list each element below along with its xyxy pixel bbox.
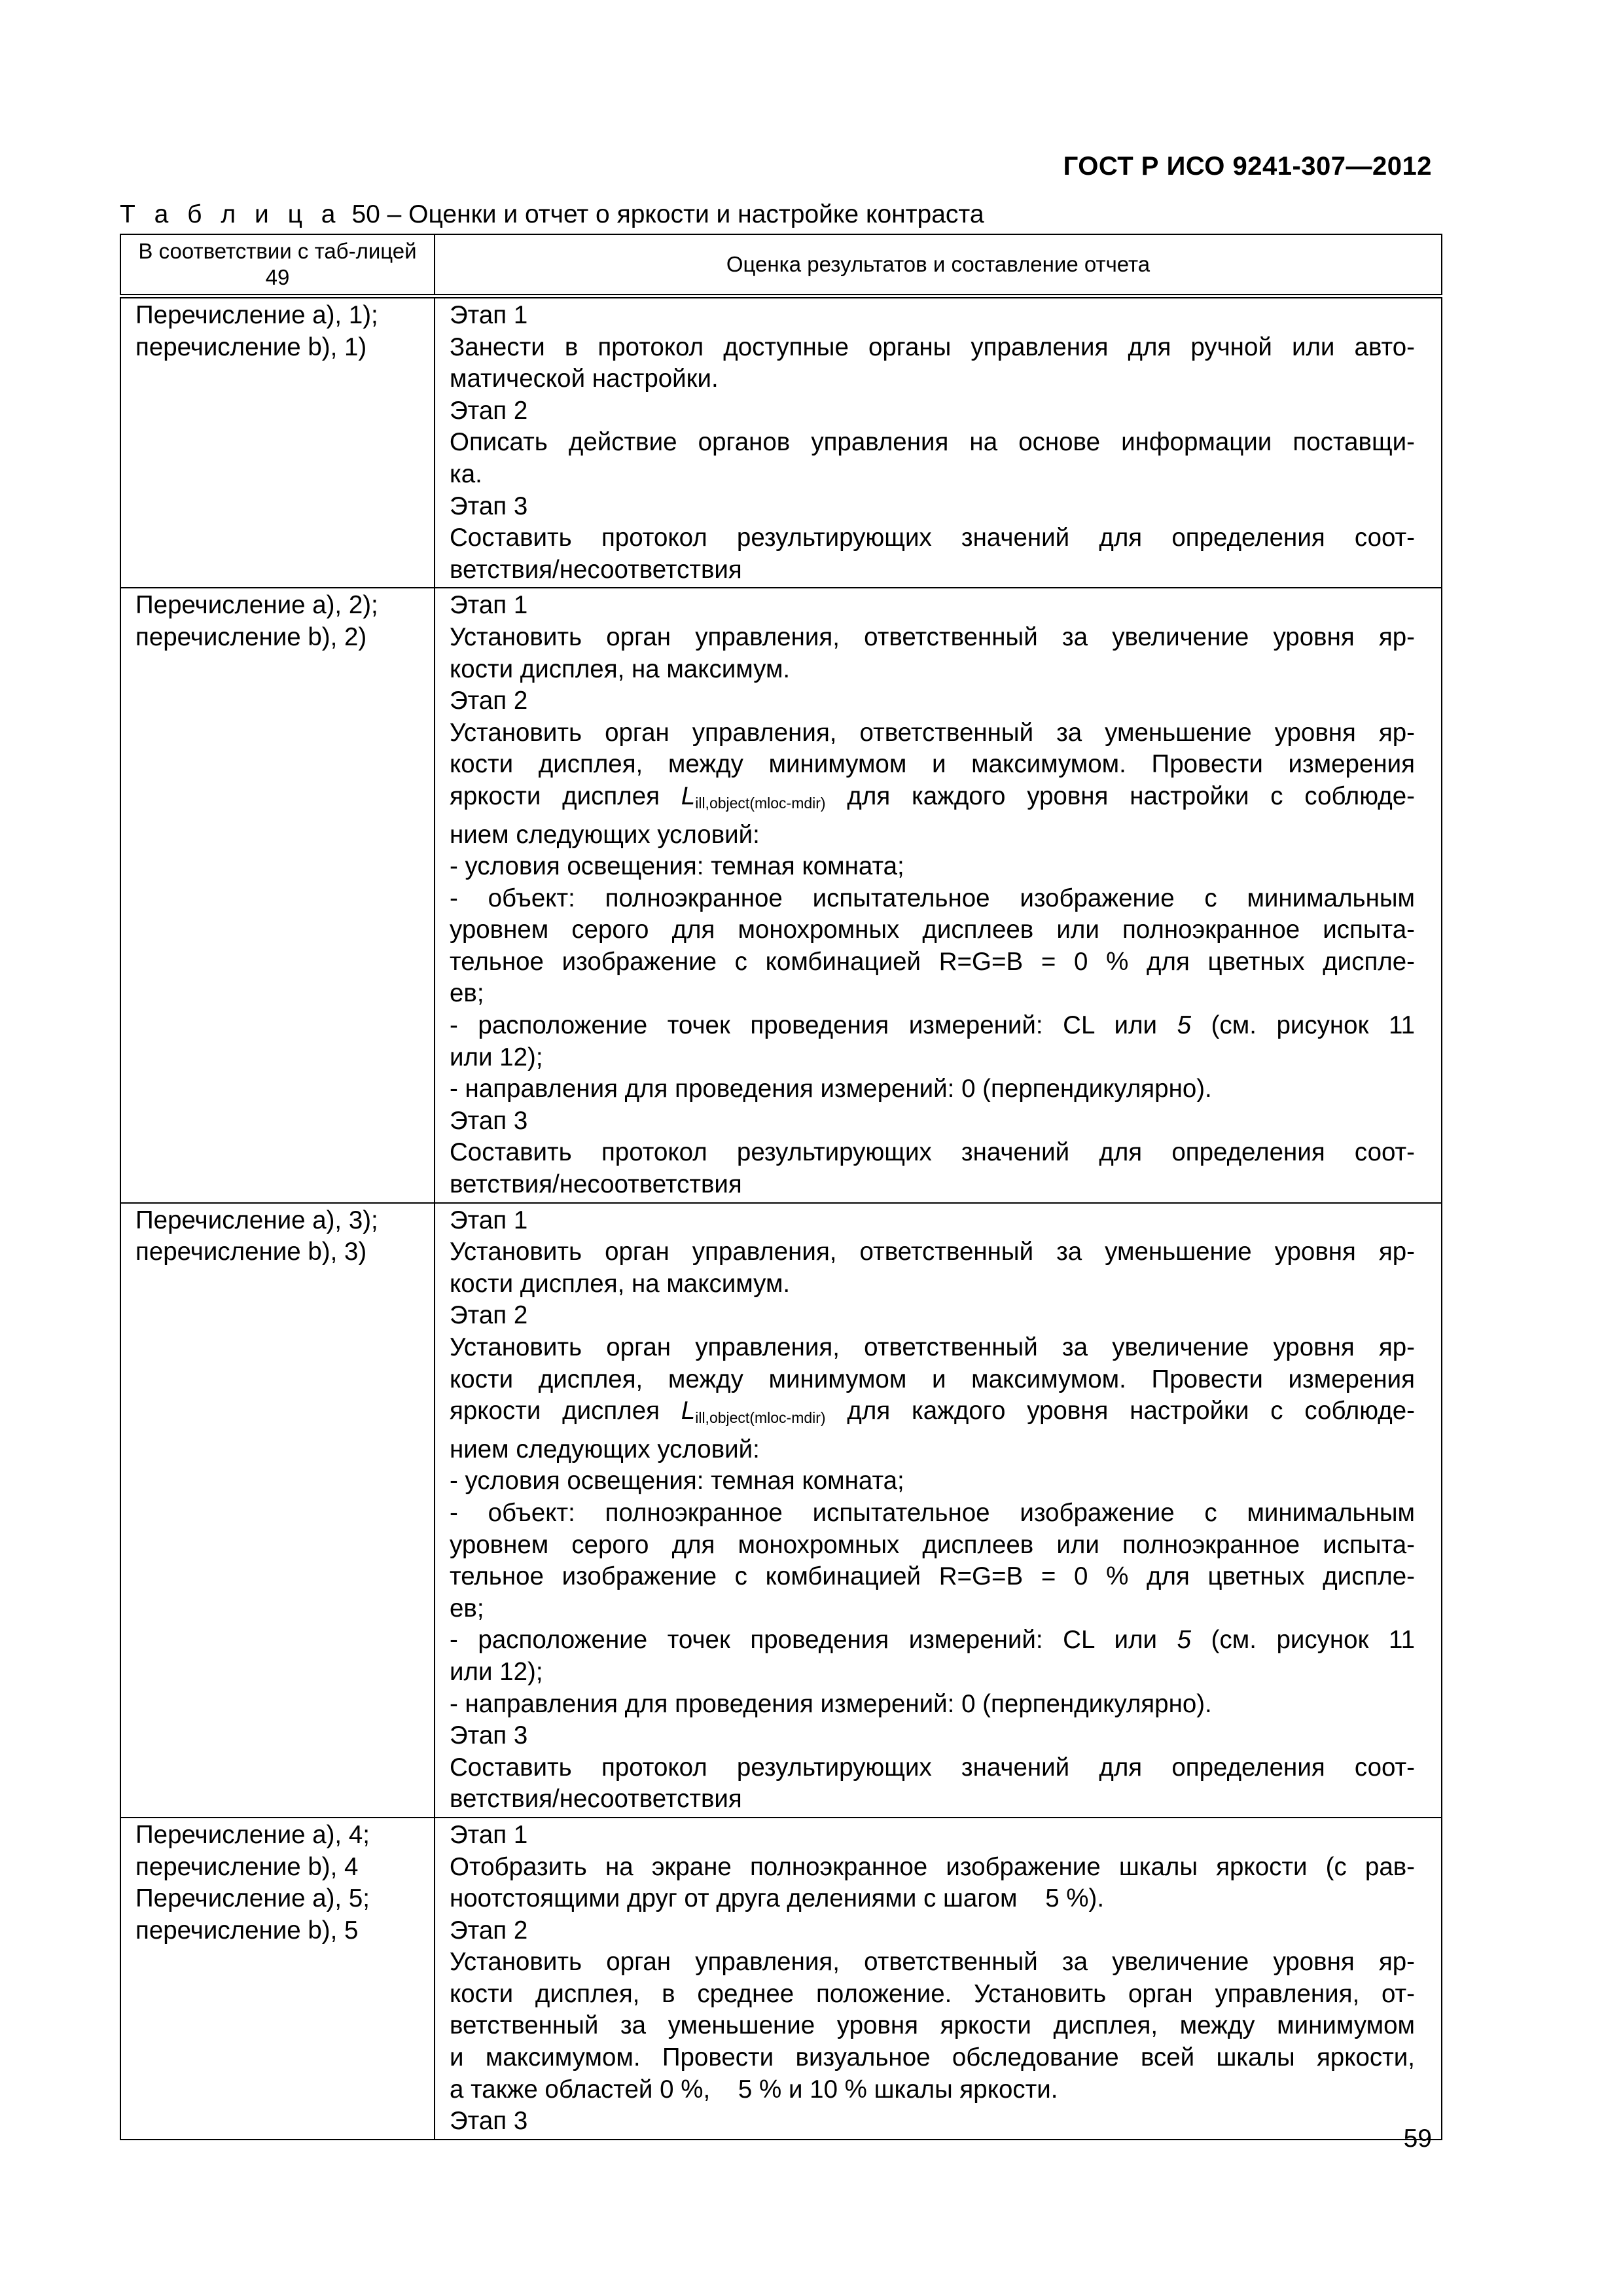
- assessment-cell: [435, 296, 1442, 588]
- text-line: Установить орган управления, ответственный за увеличение уровня яр-: [450, 1333, 1415, 1361]
- text-line: Установить орган управления, ответственный за уменьшение уровня яр-: [450, 1238, 1415, 1266]
- text-line: Занести в протокол доступные органы управления для ручной или авто-: [450, 332, 1415, 361]
- text-line: ветствия/несоответствия: [450, 1170, 742, 1199]
- text-line: кости дисплея, на максимум.: [450, 655, 791, 683]
- reference-line: перечисление b), 1): [135, 332, 367, 361]
- text-fragment: - расположение точек проведения измерений: CL или: [450, 1011, 1177, 1040]
- reference-line: перечисление b), 4: [135, 1852, 359, 1881]
- text-line: Составить протокол результирующих значений для определения соот-: [450, 524, 1415, 552]
- reference-line: Перечисление а), 5;: [135, 1884, 370, 1913]
- text-line: Установить орган управления, ответственный за увеличение уровня яр-: [450, 1948, 1415, 1977]
- column-header-assessment: Оценка результатов и составление отчета: [435, 234, 1442, 296]
- point-count: 5: [1177, 1626, 1192, 1655]
- reference-line: Перечисление а), 2);: [135, 591, 378, 620]
- reference-cell: [120, 296, 435, 588]
- luminance-subscript: ill,object(mloc-mdir): [695, 794, 826, 812]
- page-number: 59: [1403, 2125, 1432, 2153]
- assessment-cell: [435, 588, 1442, 1202]
- stage-heading: Этап 3: [450, 492, 528, 520]
- text-line: или 12);: [450, 1657, 543, 1686]
- text-line: тельное изображение с комбинацией R=G=B = 0 % для цветных диспле-: [450, 947, 1415, 976]
- text-line: ветствия/несоответствия: [450, 555, 742, 584]
- text-line: ев;: [450, 1594, 484, 1623]
- text-line: а также областей 0 %, 5 % и 10 % шкалы яркости.: [450, 2075, 1058, 2104]
- text-line: кости дисплея, на максимум.: [450, 1269, 791, 1298]
- text-line: уровнем серого для монохромных дисплеев или полноэкранное испыта-: [450, 916, 1415, 944]
- text-line: - направления для проведения измерений: 0 (перпендикулярно).: [450, 1689, 1212, 1718]
- stage-heading: Этап 1: [450, 1820, 528, 1849]
- text-line: или 12);: [450, 1043, 543, 1071]
- text-fragment: яркости дисплея: [450, 781, 681, 810]
- text-line: - условия освещения: темная комната;: [450, 1467, 904, 1496]
- table-row: [120, 1203, 1442, 1818]
- text-fragment: для каждого уровня настройки с соблюде-: [825, 781, 1415, 810]
- stage-heading: Этап 2: [450, 1301, 528, 1330]
- reference-line: Перечисление а), 3);: [135, 1206, 378, 1234]
- luminance-subscript: ill,object(mloc-mdir): [695, 1409, 826, 1427]
- reference-line: Перечисление а), 1);: [135, 301, 378, 329]
- text-line: Составить протокол результирующих значений для определения соот-: [450, 1138, 1415, 1167]
- text-line: Составить протокол результирующих значений для определения соот-: [450, 1753, 1415, 1782]
- text-line: [450, 1395, 1415, 1434]
- stage-heading: Этап 3: [450, 1106, 528, 1135]
- stage-heading: Этап 3: [450, 2107, 528, 2136]
- reference-cell: [120, 1203, 435, 1818]
- text-line: уровнем серого для монохромных дисплеев или полноэкранное испыта-: [450, 1530, 1415, 1559]
- standard-designation: ГОСТ Р ИСО 9241-307—2012: [1063, 152, 1432, 181]
- assessment-cell: [435, 1818, 1442, 2140]
- text-line: Установить орган управления, ответственный за уменьшение уровня яр-: [450, 718, 1415, 747]
- table-caption-prefix: Т а б л и ц а: [120, 200, 342, 228]
- text-line: [450, 1010, 1415, 1042]
- reference-cell: [120, 1818, 435, 2140]
- assessment-table: [120, 234, 1442, 2140]
- text-line: - объект: полноэкранное испытательное изображение с минимальным: [450, 884, 1415, 912]
- text-line: ка.: [450, 459, 482, 488]
- text-fragment: (см. рисунок 11: [1191, 1626, 1415, 1655]
- text-line: [450, 781, 1415, 819]
- table-row: [120, 296, 1442, 588]
- text-line: и максимумом. Провести визуальное обследование всей шкалы яркости,: [450, 2043, 1415, 2072]
- reference-cell: [120, 588, 435, 1202]
- text-line: матической настройки.: [450, 365, 719, 393]
- table-header-row: [120, 234, 1442, 296]
- stage-heading: Этап 2: [450, 1916, 528, 1945]
- reference-line: перечисление b), 3): [135, 1238, 367, 1266]
- column-header-reference: В соответствии с таб-лицей 49: [120, 234, 435, 296]
- text-line: Установить орган управления, ответственный за увеличение уровня яр-: [450, 622, 1415, 651]
- stage-heading: Этап 2: [450, 687, 528, 715]
- luminance-symbol: L: [681, 781, 696, 810]
- stage-heading: Этап 3: [450, 1721, 528, 1750]
- stage-heading: Этап 1: [450, 1206, 528, 1234]
- stage-heading: Этап 2: [450, 396, 528, 425]
- text-fragment: - расположение точек проведения измерений: CL или: [450, 1626, 1177, 1655]
- text-line: Описать действие органов управления на основе информации поставщи-: [450, 428, 1415, 457]
- stage-heading: Этап 1: [450, 301, 528, 329]
- text-fragment: для каждого уровня настройки с соблюде-: [825, 1397, 1415, 1426]
- text-line: кости дисплея, в среднее положение. Установить орган управления, от-: [450, 1979, 1415, 2008]
- text-line: ев;: [450, 979, 484, 1008]
- text-line: ветствия/несоответствия: [450, 1785, 742, 1814]
- text-line: ветственный за уменьшение уровня яркости дисплея, между минимумом: [450, 2011, 1415, 2040]
- luminance-symbol: L: [681, 1397, 696, 1426]
- text-line: тельное изображение с комбинацией R=G=B = 0 % для цветных диспле-: [450, 1562, 1415, 1591]
- table-caption: [120, 200, 984, 229]
- text-line: - направления для проведения измерений: 0 (перпендикулярно).: [450, 1075, 1212, 1103]
- text-line: нием следующих условий:: [450, 820, 760, 849]
- text-line: нием следующих условий:: [450, 1435, 760, 1463]
- reference-line: перечисление b), 2): [135, 622, 367, 651]
- reference-line: Перечисление а), 4;: [135, 1820, 370, 1849]
- text-fragment: (см. рисунок 11: [1191, 1011, 1415, 1040]
- text-line: кости дисплея, между минимумом и максимумом. Провести измерения: [450, 750, 1415, 779]
- assessment-cell: [435, 1203, 1442, 1818]
- point-count: 5: [1177, 1011, 1192, 1040]
- text-line: ноотстоящими друг от друга делениями с шагом 5 %).: [450, 1884, 1105, 1913]
- table-caption-text: 50 – Оценки и отчет о яркости и настройке контраста: [351, 200, 984, 228]
- text-line: Отобразить на экране полноэкранное изображение шкалы яркости (с рав-: [450, 1852, 1415, 1881]
- text-line: - условия освещения: темная комната;: [450, 852, 904, 881]
- text-line: кости дисплея, между минимумом и максимумом. Провести измерения: [450, 1365, 1415, 1393]
- text-line: - объект: полноэкранное испытательное изображение с минимальным: [450, 1498, 1415, 1527]
- stage-heading: Этап 1: [450, 591, 528, 620]
- text-fragment: яркости дисплея: [450, 1397, 681, 1426]
- table-row: [120, 588, 1442, 1202]
- text-line: [450, 1624, 1415, 1657]
- table-row: [120, 1818, 1442, 2140]
- reference-line: перечисление b), 5: [135, 1916, 359, 1945]
